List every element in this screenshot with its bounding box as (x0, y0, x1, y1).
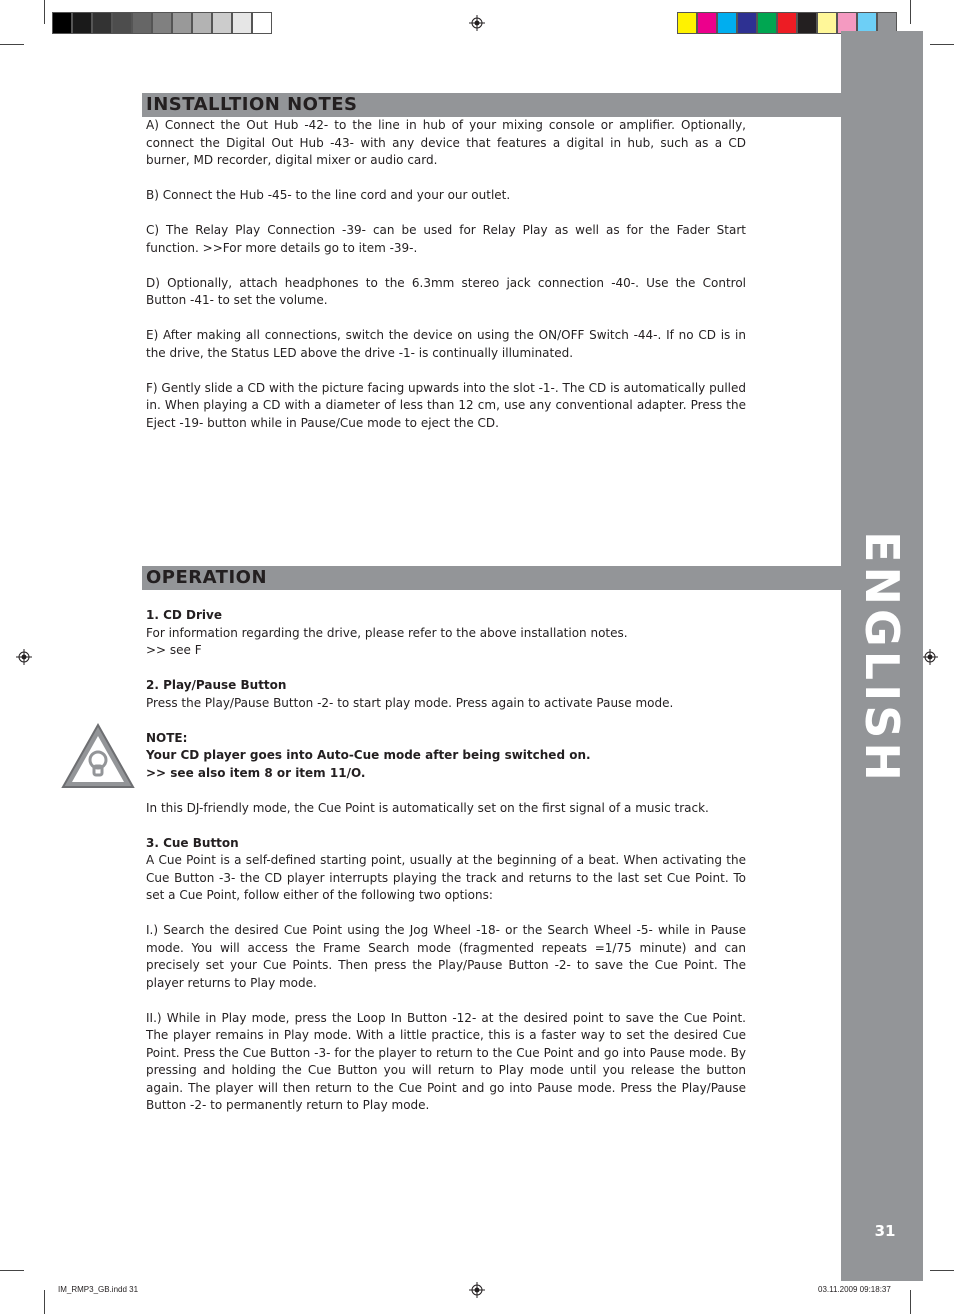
paragraph: Press the Play/Pause Button -2- to start play mode. Press again to activate Pause mode. (146, 695, 674, 710)
paragraph: A) Connect the Out Hub -42- to the line in hub of your mixing console or amplifier. Optionally, connect the Digital Out Hub -43- with any device that features a digital in hub, such as a CD burner, MD recorder, digital mixer or audio card. (146, 118, 746, 167)
paragraph: I.) Search the desired Cue Point using the Jog Wheel -18- or the Search Wheel -5- while in Pause mode. You will access the Frame Search mode (fragmented repeats =1/75 minute) and can precisely set your Cue Points. Then press the Play/Pause Button -2- to save the Cue Point. The player returns to Play mode. (146, 923, 746, 990)
registration-mark-icon (16, 649, 32, 665)
grayscale-bar (52, 12, 272, 34)
color-swatch (817, 12, 837, 34)
crop-mark (44, 0, 45, 24)
crop-mark (0, 44, 24, 45)
color-swatch (252, 12, 272, 34)
section-title: 1. CD Drive (146, 608, 222, 622)
color-swatch (677, 12, 697, 34)
paragraph: For information regarding the drive, please refer to the above installation notes. (146, 625, 628, 640)
color-swatch (192, 12, 212, 34)
paragraph: C) The Relay Play Connection -39- can be used for Relay Play as well as for the Fader Start function. >>For more details go to item -39-. (146, 223, 746, 255)
paragraph: In this DJ-friendly mode, the Cue Point is automatically set on the first signal of a music track. (146, 800, 709, 815)
paragraph: E) After making all connections, switch the device on using the ON/OFF Switch -44-. If no CD is in the drive, the Status LED above the drive -1- is continually illuminated. (146, 328, 746, 360)
installation-heading-bar (142, 93, 842, 117)
color-swatch (52, 12, 72, 34)
color-swatch (697, 12, 717, 34)
operation-heading-bar (142, 566, 842, 590)
paragraph: B) Connect the Hub -45- to the line cord and your our outlet. (146, 188, 511, 202)
paragraph: A Cue Point is a self-defined starting point, usually at the beginning of a beat. When activating the Cue Button -3- the CD player interrupts playing the track and returns to the last set Cue Point. To set a Cue Point, follow either of the following two options: (146, 853, 746, 902)
color-swatch (777, 12, 797, 34)
paragraph: >> see F (146, 643, 202, 657)
note-label: NOTE: (146, 730, 188, 745)
paragraph: II.) While in Play mode, press the Loop In Button -12- at the desired point to save the Cue Point. The player remains in Play mode. With a little practice, this is a faster way to set the desired Cue Point. Press the Cue Button -3- for the player to return to the Cue Point and go into Pause mode. By pressing and holding the Cue Button you will return to Play mode until you release the button again. The player will then return to the Cue Point and go into Pause mode. Press the Play/Pause Button -2- to permanently return to Play mode. (146, 1010, 746, 1112)
registration-mark-icon (469, 1282, 485, 1298)
color-swatch (717, 12, 737, 34)
color-swatch (92, 12, 112, 34)
warning-triangle-icon (60, 722, 136, 790)
paragraph: D) Optionally, attach headphones to the 6.3mm stereo jack connection -40-. Use the Control Button -41- to set the volume. (146, 275, 746, 307)
color-swatch (757, 12, 777, 34)
section-title: 3. Cue Button (146, 835, 239, 850)
page-number: 31 (874, 1222, 896, 1240)
color-swatch (232, 12, 252, 34)
registration-mark-icon (922, 649, 938, 665)
installation-text (146, 117, 746, 432)
crop-mark (930, 1270, 954, 1271)
crop-mark (910, 0, 911, 24)
footer-file-info: IM_RMP3_GB.indd 31 (58, 1285, 139, 1294)
note-text: Your CD player goes into Auto-Cue mode after being switched on. (146, 748, 591, 762)
crop-mark (930, 44, 954, 45)
paragraph: F) Gently slide a CD with the picture facing upwards into the slot -1-. The CD is automatically pulled in. When playing a CD with a diameter of less than 12 cm, use any conventional adapter. Press the Eject -19- button while in Pause/Cue mode to eject the CD. (146, 380, 746, 430)
crop-mark (44, 1290, 45, 1314)
color-swatch (737, 12, 757, 34)
color-swatch (132, 12, 152, 34)
crop-mark (910, 1290, 911, 1314)
registration-mark-icon (469, 15, 485, 31)
operation-heading: OPERATION (146, 567, 268, 588)
section-title: 2. Play/Pause Button (146, 678, 287, 692)
note-text: >> see also item 8 or item 11/O. (146, 765, 366, 780)
color-swatch (172, 12, 192, 34)
operation-text (146, 607, 746, 1115)
color-swatch (152, 12, 172, 34)
installation-heading: INSTALLTION NOTES (146, 94, 358, 115)
color-swatch (797, 12, 817, 34)
color-swatch (112, 12, 132, 34)
footer-timestamp: 03.11.2009 09:18:37 (818, 1285, 891, 1294)
language-label: ENGLISH (855, 531, 909, 785)
crop-mark (0, 1270, 24, 1271)
color-swatch (72, 12, 92, 34)
color-swatch (212, 12, 232, 34)
